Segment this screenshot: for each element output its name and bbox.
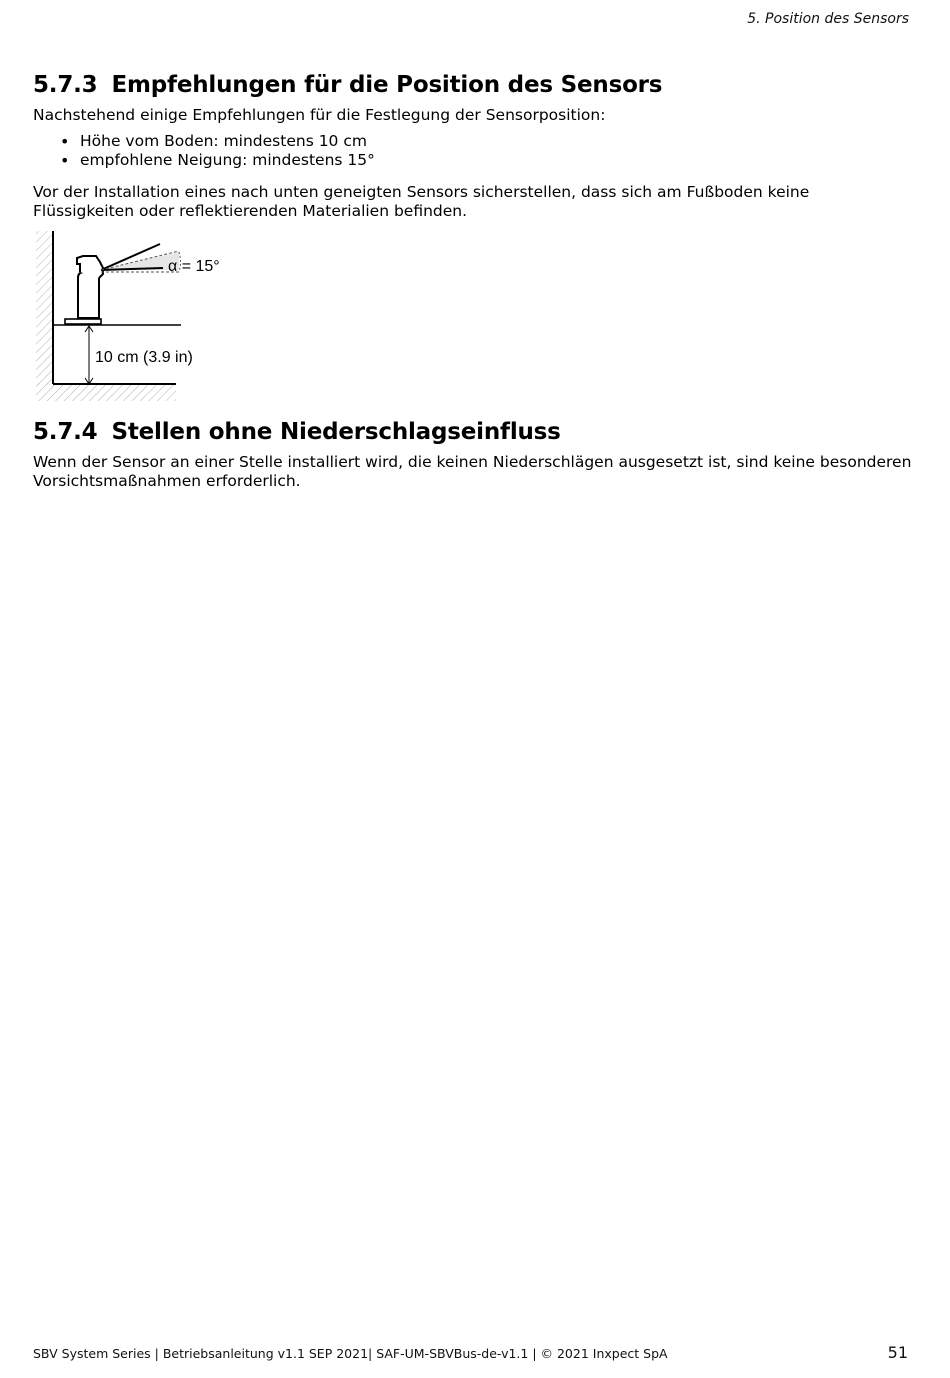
section-574-paragraph: Wenn der Sensor an einer Stelle installiert wird, die keinen Niederschlägen ausgesetzt ist, sind keine besonderen Vorsichtsmaßnahmen erforderlich.	[33, 453, 912, 490]
section-number: 5.7.4	[33, 419, 98, 445]
sensor-base	[65, 319, 101, 324]
page-number: 51	[887, 1343, 908, 1362]
list-item: • empfohlene Neigung: mindestens 15°	[60, 151, 375, 170]
bullet-icon: •	[60, 151, 70, 170]
bullet-icon: •	[60, 132, 70, 151]
wall-hatching	[36, 231, 52, 385]
floor-hatching	[36, 383, 176, 401]
angle-label: α = 15°	[168, 258, 220, 275]
installation-warning: Vor der Installation eines nach unten geneigten Sensors sicherstellen, dass sich am Fußboden keine Flüssigkeiten oder reflektierenden Materialien befinden.	[33, 183, 810, 220]
section-title: Stellen ohne Niederschlagseinfluss	[111, 419, 561, 445]
recommendation-list	[33, 132, 375, 170]
section-heading-5-7-3	[33, 72, 662, 98]
sensor-mounting-diagram	[33, 228, 233, 406]
height-label: 10 cm (3.9 in)	[95, 349, 193, 366]
running-header: 5. Position des Sensors	[747, 11, 909, 27]
intro-paragraph: Nachstehend einige Empfehlungen für die Festlegung der Sensorposition:	[33, 106, 606, 124]
list-item: • Höhe vom Boden: mindestens 10 cm	[60, 132, 367, 151]
section-number: 5.7.3	[33, 72, 98, 98]
footer-text: SBV System Series | Betriebsanleitung v1.1 SEP 2021| SAF-UM-SBVBus-de-v1.1 | © 2021 Inxpect SpA	[33, 1346, 668, 1361]
sensor-body	[78, 272, 99, 318]
section-heading-5-7-4	[33, 419, 561, 445]
section-title: Empfehlungen für die Position des Sensors	[111, 72, 663, 98]
sensor-position-figure	[33, 228, 233, 410]
